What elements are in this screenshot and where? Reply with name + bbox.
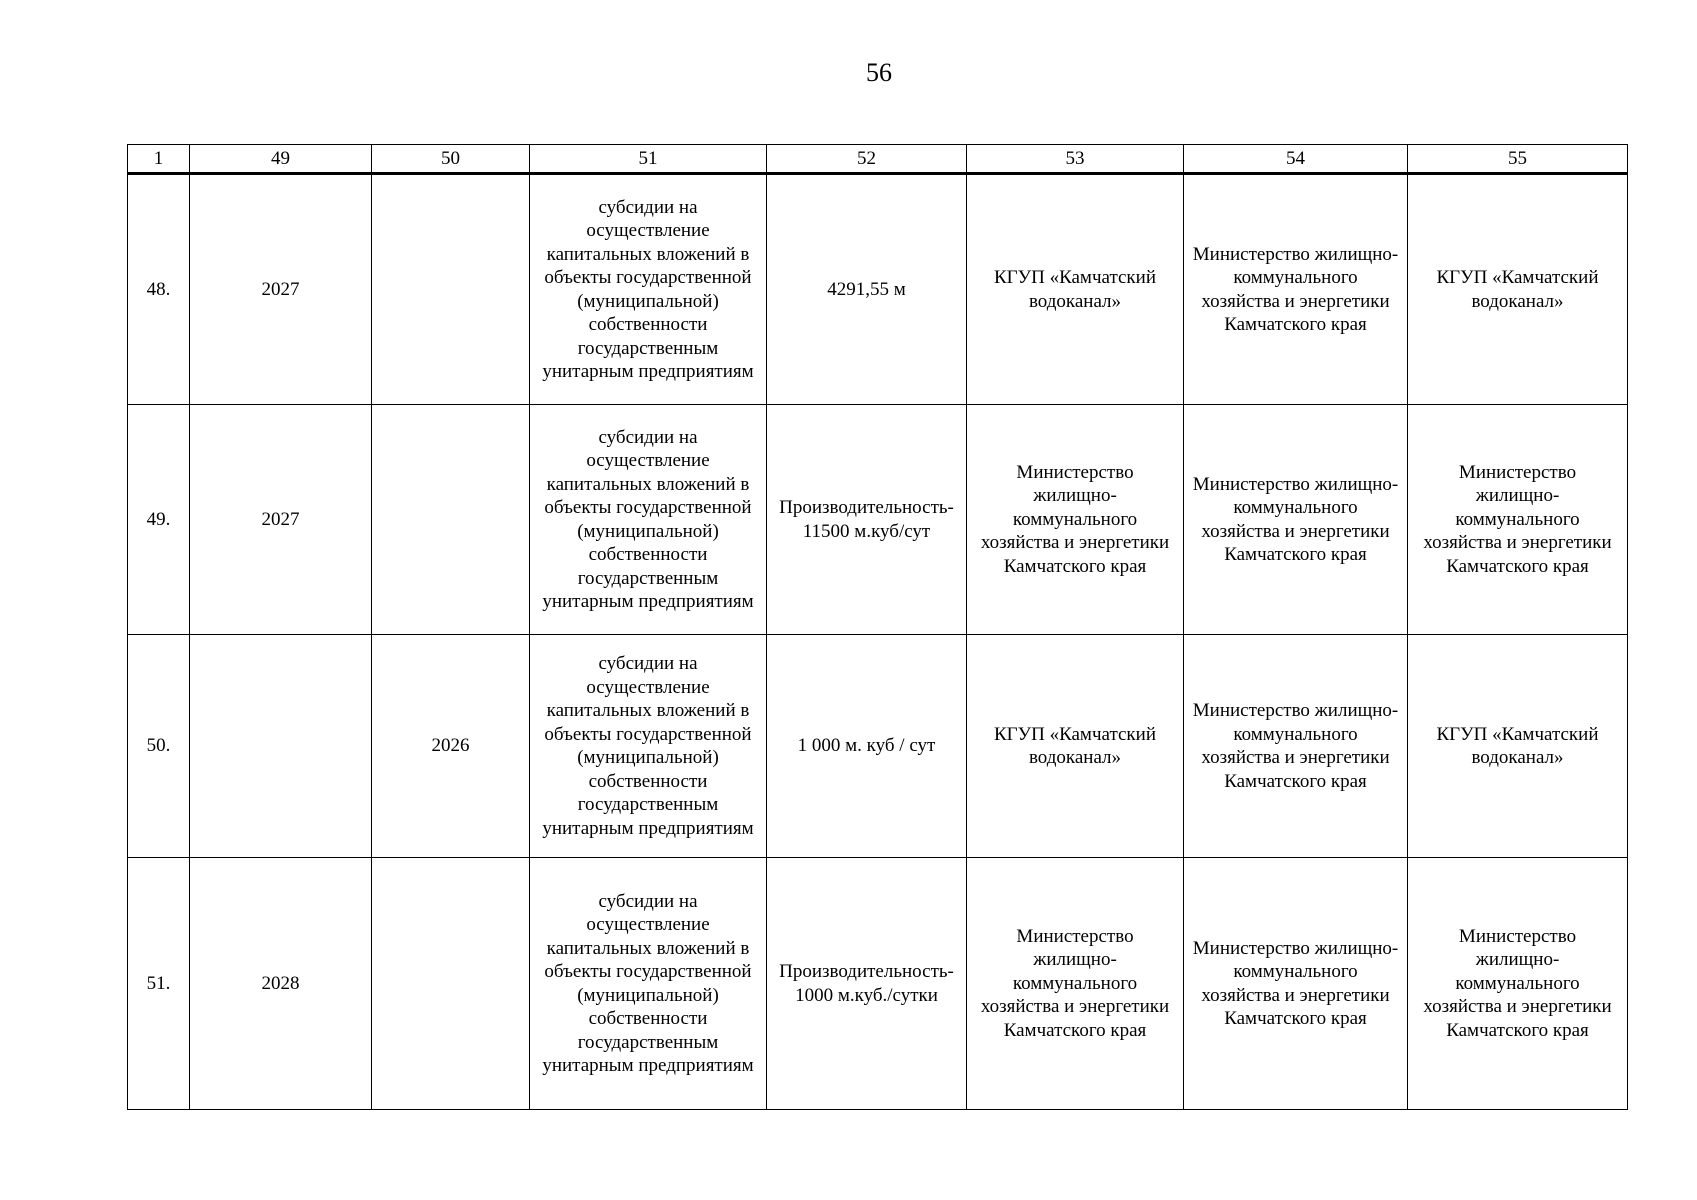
page-number: 56 [866, 58, 892, 87]
table-row [128, 858, 1628, 1110]
col51-cell [530, 635, 767, 858]
col53-cell [967, 174, 1184, 405]
col54-text: Министерство жилищно- коммунального хозяйства и энергетики Камчатского края [1192, 243, 1399, 335]
column-header: 49 [190, 145, 372, 174]
column-header: 54 [1184, 145, 1408, 174]
column-header: 1 [128, 145, 190, 174]
col52-cell [767, 174, 967, 405]
col53-cell [967, 858, 1184, 1110]
col53-text: КГУП «Камчатский водоканал» [994, 723, 1156, 768]
col55-text: КГУП «Камчатский водоканал» [1436, 723, 1599, 768]
col52-cell [767, 858, 967, 1110]
col55-cell [1408, 174, 1628, 405]
col52-cell [767, 635, 967, 858]
row-number-cell: 48. [128, 174, 190, 405]
col51-text: субсидии на осуществление капитальных вложений в объекты государственной (муниципальной) собственности государственным унитарным предприятиям [542, 196, 754, 382]
col54-cell [1184, 858, 1408, 1110]
col50-cell [372, 858, 530, 1110]
col53-cell [967, 405, 1184, 635]
column-header: 53 [967, 145, 1184, 174]
col52-text: Производительность- 1000 м.куб./сутки [779, 961, 954, 1006]
col52-text: Производительность- 11500 м.куб/сут [779, 497, 954, 542]
col55-cell [1408, 858, 1628, 1110]
table-header-row [128, 145, 1628, 174]
col55-cell [1408, 635, 1628, 858]
table-row [128, 635, 1628, 858]
col51-cell [530, 405, 767, 635]
col54-cell [1184, 635, 1408, 858]
col54-cell [1184, 405, 1408, 635]
col50-cell [372, 405, 530, 635]
row-number-cell: 49. [128, 405, 190, 635]
col54-text: Министерство жилищно- коммунального хозяйства и энергетики Камчатского края [1192, 700, 1399, 792]
col52-text: 1 000 м. куб / сут [797, 735, 936, 757]
col55-text: Министерство жилищно- коммунального хозяйства и энергетики Камчатского края [1423, 925, 1612, 1041]
row-number-cell: 50. [128, 635, 190, 858]
col53-text: КГУП «Камчатский водоканал» [994, 267, 1156, 312]
col51-cell [530, 174, 767, 405]
table-row [128, 174, 1628, 405]
col55-cell [1408, 405, 1628, 635]
col53-cell [967, 635, 1184, 858]
col51-text: субсидии на осуществление капитальных вложений в объекты государственной (муниципальной) собственности государственным унитарным предприятиям [542, 426, 754, 612]
column-header: 51 [530, 145, 767, 174]
col51-text: субсидии на осуществление капитальных вложений в объекты государственной (муниципальной) собственности государственным унитарным предприятиям [542, 890, 754, 1076]
col54-text: Министерство жилищно- коммунального хозяйства и энергетики Камчатского края [1192, 473, 1399, 565]
col50-cell: 2026 [372, 635, 530, 858]
col52-text: 4291,55 м [827, 278, 906, 300]
col51-cell [530, 858, 767, 1110]
column-header: 55 [1408, 145, 1628, 174]
col55-text: КГУП «Камчатский водоканал» [1436, 267, 1599, 312]
data-table [127, 144, 1628, 1110]
col49-cell: 2027 [190, 174, 372, 405]
col52-cell [767, 405, 967, 635]
table-row [128, 405, 1628, 635]
col55-text: Министерство жилищно- коммунального хозяйства и энергетики Камчатского края [1423, 461, 1612, 577]
col53-text: Министерство жилищно- коммунального хозяйства и энергетики Камчатского края [980, 461, 1170, 577]
col49-cell: 2027 [190, 405, 372, 635]
col51-text: субсидии на осуществление капитальных вложений в объекты государственной (муниципальной) собственности государственным унитарным предприятиям [542, 653, 754, 839]
col49-cell [190, 635, 372, 858]
column-header: 50 [372, 145, 530, 174]
col53-text: Министерство жилищно- коммунального хозяйства и энергетики Камчатского края [980, 925, 1170, 1041]
row-number-cell: 51. [128, 858, 190, 1110]
column-header: 52 [767, 145, 967, 174]
col54-text: Министерство жилищно- коммунального хозяйства и энергетики Камчатского края [1192, 937, 1399, 1029]
col49-cell: 2028 [190, 858, 372, 1110]
col50-cell [372, 174, 530, 405]
col54-cell [1184, 174, 1408, 405]
